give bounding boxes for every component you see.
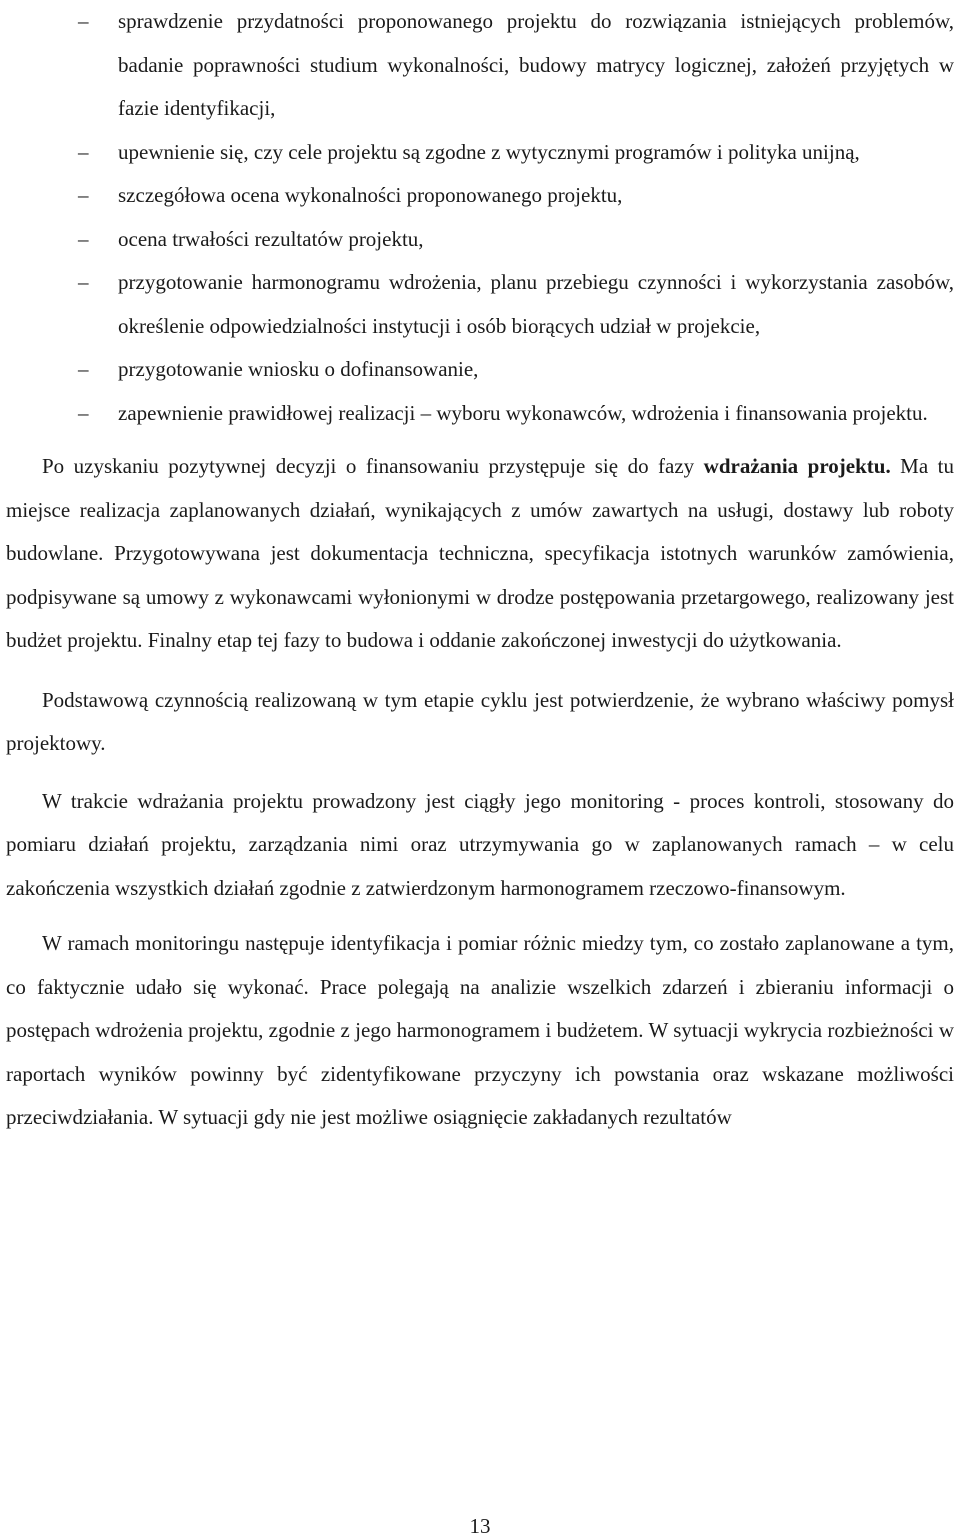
list-item-text: przygotowanie wniosku o dofinansowanie, [118,357,479,381]
list-item-text: upewnienie się, czy cele projektu są zgodne z wytycznymi programów i polityka unijną, [118,139,860,164]
page-number: 13 [469,1514,491,1538]
paragraph-implementation-phase [6,445,954,663]
paragraph-text: Ma tu miejsce realizacja zaplanowanych działań, wynikających z umów zawartych na usługi, dostawy lub roboty budowlane. Przygotowywana jest dokumentacja techniczna, specyfikacja istotnych warunków zamówienia, podpisywane są umowy z wykonawcami wyłonionymi w drodze postępowania przetargowego, realizowany jest budżet projektu. Finalny etap tej fazy to budowa i oddanie zakończonej inwestycji do użytkowania. [6,454,954,652]
paragraph-monitoring: W trakcie wdrażania projektu prowadzony jest ciągły jego monitoring - proces kontroli, stosowany do pomiaru działań projektu, zarządzania nimi oraz utrzymywania go w zaplanowanych ramach – w celu zakończenia wszystkich działań zgodnie z zatwierdzonym harmonogramem rzeczowo-finansowym. [6,788,954,900]
paragraph-confirmation: Podstawową czynnością realizowaną w tym etapie cyklu jest potwierdzenie, że wybrano właściwy pomysł projektowy. [6,687,954,755]
paragraph-text: Po uzyskaniu pozytywnej decyzji o finansowaniu przystępuje się do fazy [42,454,704,478]
dash-bullet: – [78,139,89,164]
document-page [6,0,954,1140]
dash-bullet: – [78,9,89,33]
dash-bullet: – [78,183,89,207]
bold-term: wdrażania projektu. [703,454,891,478]
list-item [6,0,954,131]
dash-bullet: – [78,357,89,381]
list-item [6,392,954,436]
list-item [6,174,954,218]
dash-bullet: – [78,270,89,294]
dash-bullet: – [78,400,89,425]
bullet-list [6,0,954,435]
list-item [6,261,954,348]
paragraph-monitoring-details: W ramach monitoringu następuje identyfikacja i pomiar różnic miedzy tym, co zostało zaplanowane a tym, co faktycznie udało się wykonać. Prace polegają na analizie wszelkich zdarzeń i zbieraniu informacji o postępach wdrożenia projektu, zgodnie z jego harmonogramem i budżetem. W sytuacji wykrycia rozbieżności w raportach wyników powinny być zidentyfikowane przyczyny ich powstania oraz wskazane możliwości przeciwdziałania. W sytuacji gdy nie jest możliwe osiągnięcie zakładanych rezultatów [6,931,954,1129]
list-item-text: przygotowanie harmonogramu wdrożenia, planu przebiegu czynności i wykorzystania zasobów, określenie odpowiedzialności instytucji i osób biorących udział w projekcie, [118,270,954,338]
list-item [6,348,954,392]
list-item-text: szczegółowa ocena wykonalności proponowanego projektu, [118,183,623,207]
list-item-text: ocena trwałości rezultatów projektu, [118,226,424,251]
dash-bullet: – [78,226,89,251]
list-item [6,131,954,175]
list-item-text: zapewnienie prawidłowej realizacji – wyboru wykonawców, wdrożenia i finansowania projektu. [118,400,928,425]
list-item-text: sprawdzenie przydatności proponowanego projektu do rozwiązania istniejących problemów, badanie poprawności studium wykonalności, budowy matrycy logicznej, założeń przyjętych w fazie identyfikacji, [118,9,954,120]
list-item [6,218,954,262]
